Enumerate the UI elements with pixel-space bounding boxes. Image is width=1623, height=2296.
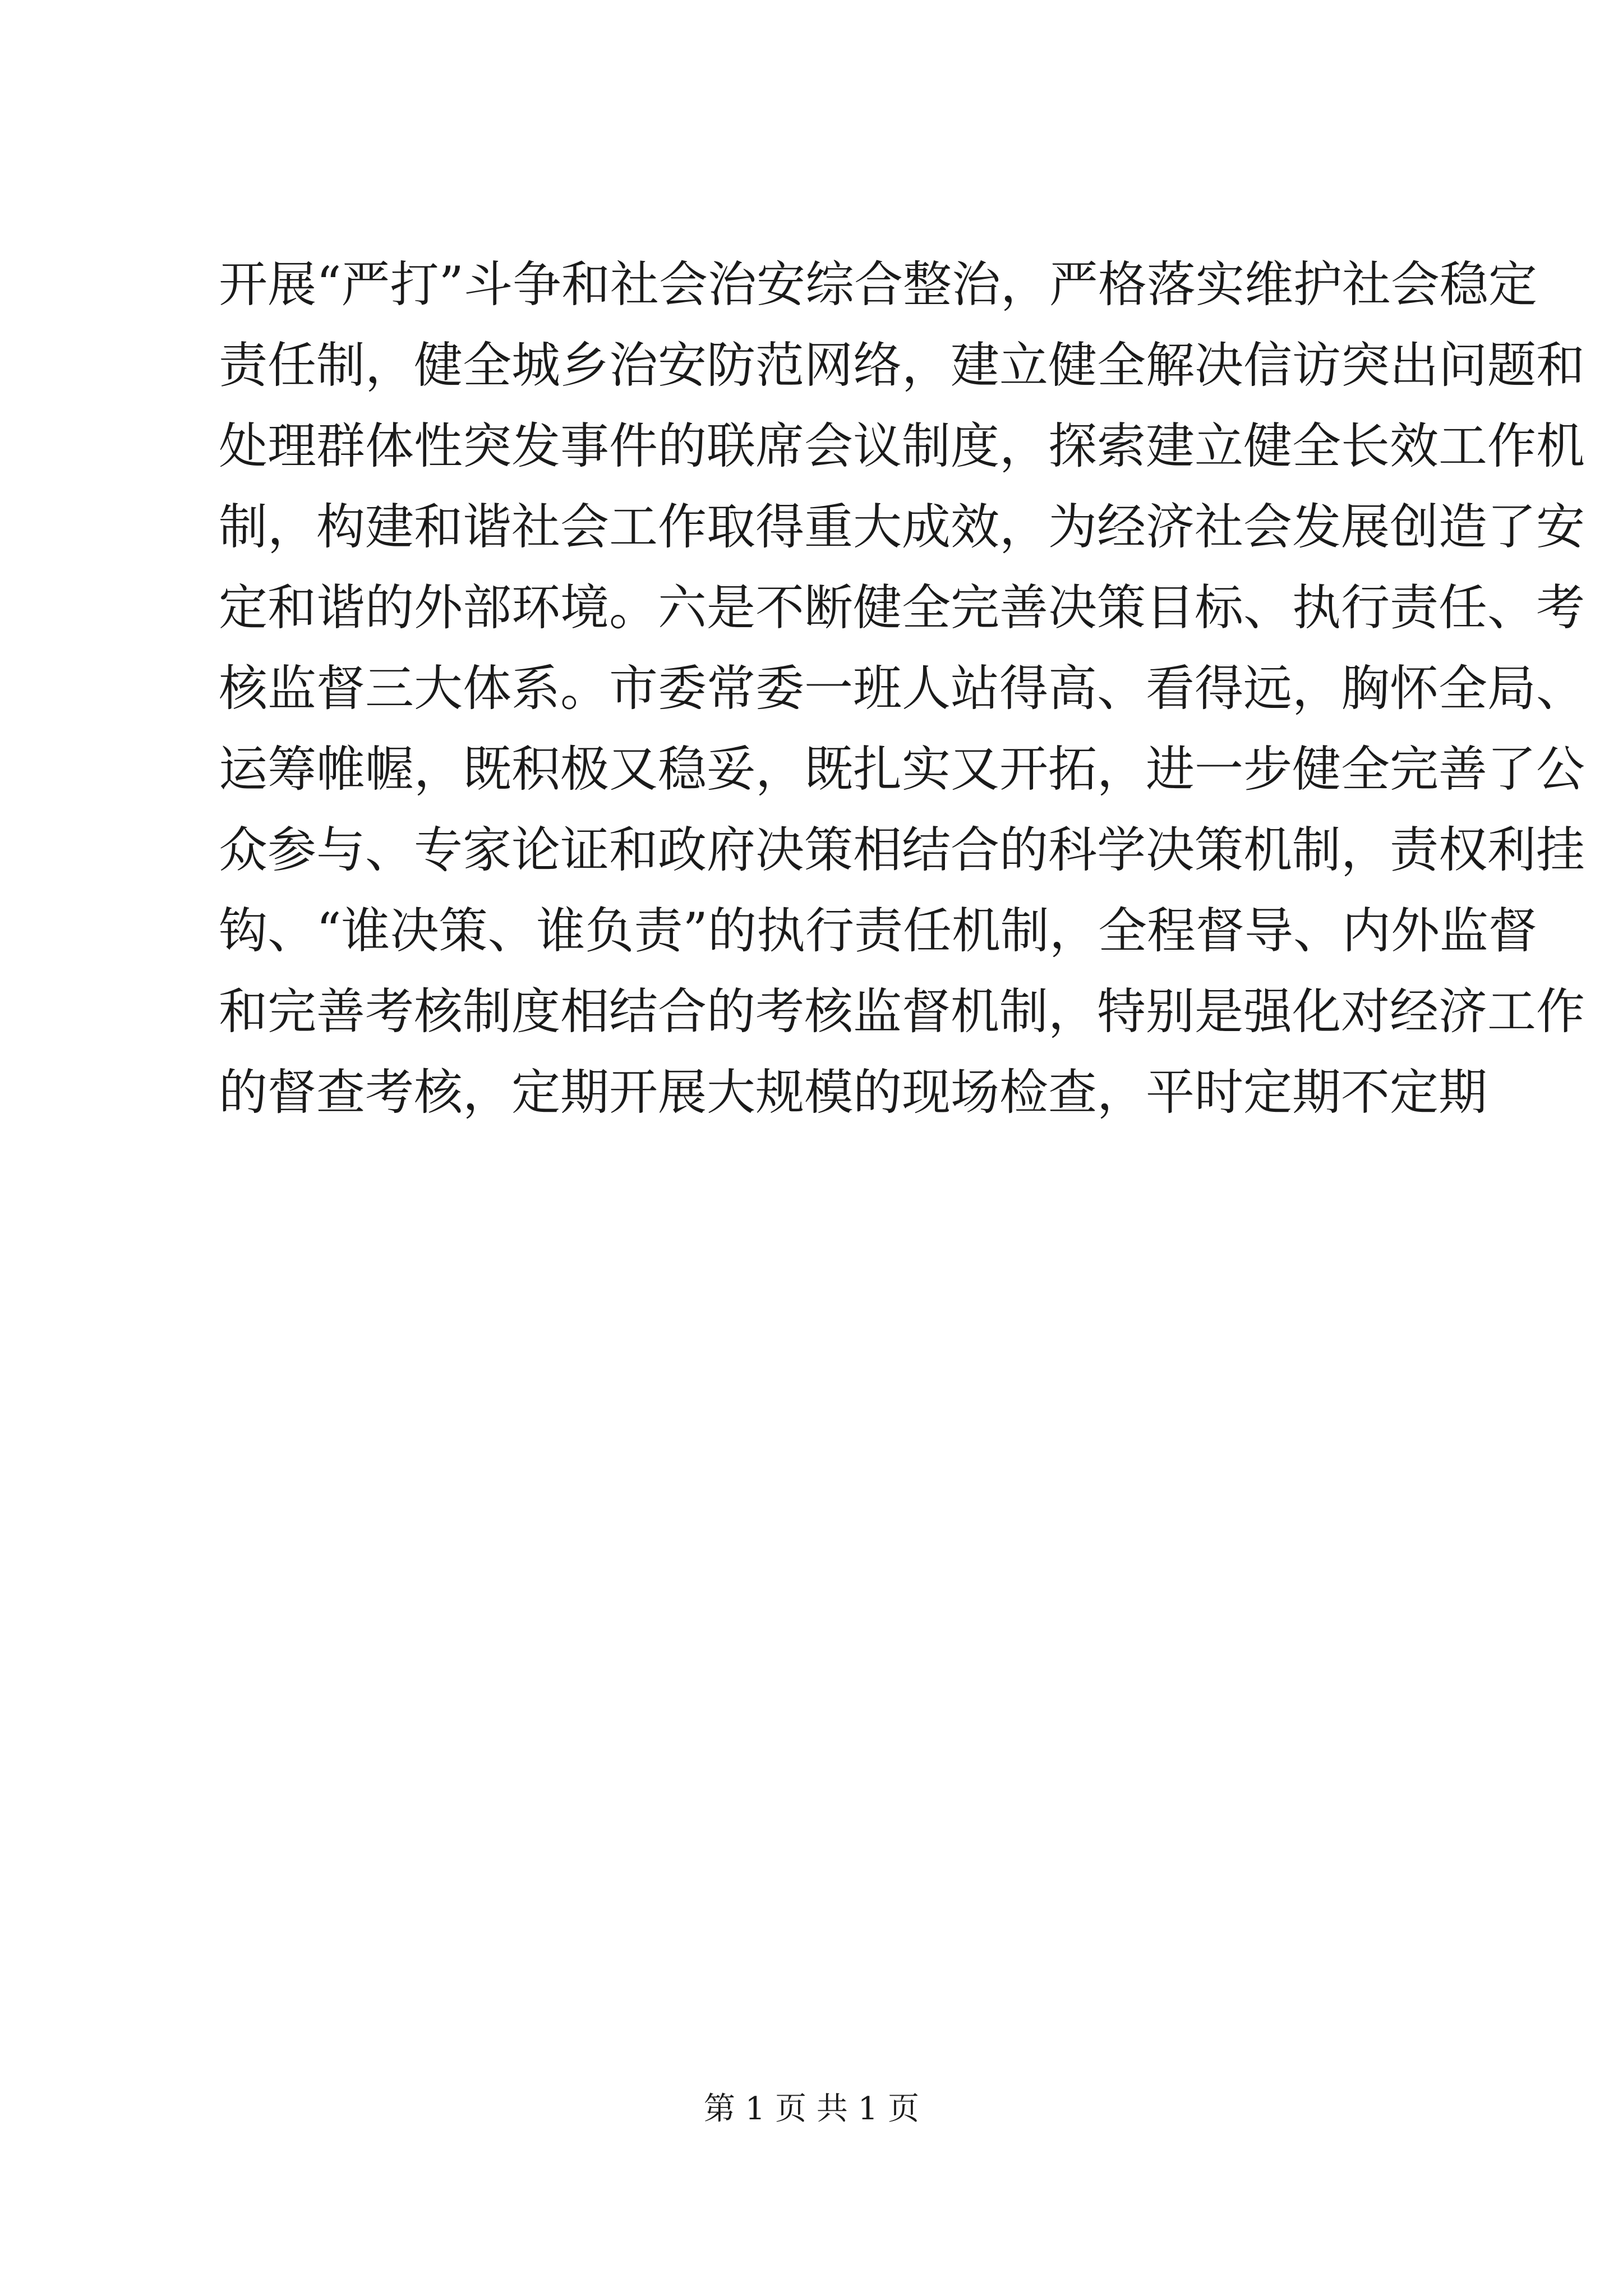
- page-indicator: 第 1 页 共 1 页: [703, 2091, 920, 2127]
- text-line: 制，构建和谐社会工作取得重大成效，为经济社会发展创造了安: [219, 498, 1585, 555]
- text-line: 开展“严打”斗争和社会治安综合整治，严格落实维护社会稳定: [219, 256, 1537, 313]
- text-line: 运筹帷幄，既积极又稳妥，既扎实又开拓，进一步健全完善了公: [219, 740, 1585, 798]
- body-paragraph: [219, 244, 1585, 1133]
- text-line: 和完善考核制度相结合的考核监督机制，特别是强化对经济工作: [219, 983, 1585, 1040]
- text-line: 处理群体性突发事件的联席会议制度，探索建立健全长效工作机: [219, 417, 1585, 475]
- text-line: 的督查考核，定期开展大规模的现场检查，平时定期不定期: [219, 1064, 1487, 1121]
- text-line: 核监督三大体系。市委常委一班人站得高、看得远，胸怀全局、: [219, 660, 1585, 717]
- text-line: 钩、“谁决策、谁负责”的执行责任机制，全程督导、内外监督: [219, 902, 1537, 959]
- text-line: 定和谐的外部环境。六是不断健全完善决策目标、执行责任、考: [219, 579, 1585, 636]
- text-line: 责任制，健全城乡治安防范网络，建立健全解决信访突出问题和: [219, 337, 1585, 394]
- page-footer: [0, 2087, 1623, 2132]
- text-line: 众参与、专家论证和政府决策相结合的科学决策机制，责权利挂: [219, 821, 1585, 878]
